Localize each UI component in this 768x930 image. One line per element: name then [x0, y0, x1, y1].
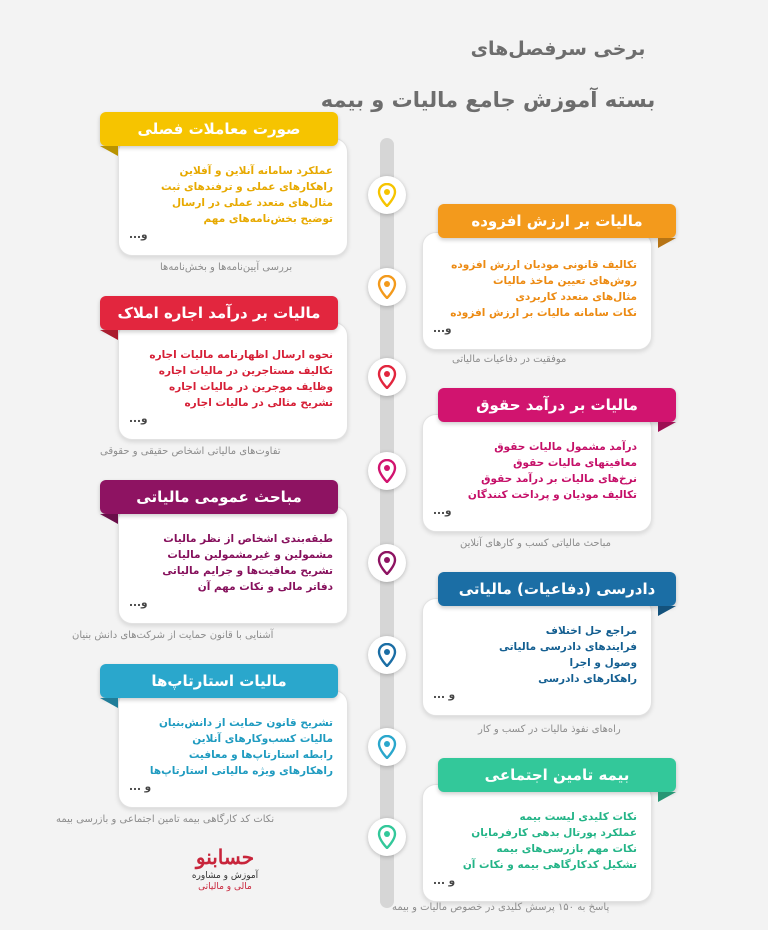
banner-fold	[658, 606, 676, 616]
banner-fold	[100, 146, 118, 156]
section-card	[118, 506, 348, 624]
section-item: روش‌های تعیین ماخذ مالیات	[492, 275, 637, 287]
section-title: مالیات استارتاپ‌ها	[100, 664, 338, 698]
section-item: تکالیف قانونی مودیان ارزش افزوده	[451, 259, 637, 271]
brand-tagline-1: آموزش و مشاوره	[191, 871, 259, 881]
section-note: نکات کد کارگاهی بیمه تامین اجتماعی و بازرسی بیمه	[56, 814, 275, 825]
section-more: و...	[129, 229, 148, 241]
section-item: تکالیف مودیان و پرداخت کنندگان	[467, 489, 637, 501]
section-item: راهکارهای دادرسی	[538, 673, 637, 685]
section-more: و...	[129, 597, 148, 609]
section-card	[422, 414, 652, 532]
section-item: وصول و اجرا	[569, 657, 637, 669]
timeline-pin-icon	[368, 176, 406, 214]
timeline-pin-icon	[368, 544, 406, 582]
section-title: صورت معاملات فصلی	[100, 112, 338, 146]
section-note: راه‌های نفوذ مالیات در کسب و کار	[478, 724, 621, 735]
section-note: آشنایی با قانون حمایت از شرکت‌های دانش بنیان	[72, 630, 274, 641]
brand-name: حسابنو	[195, 845, 255, 869]
section-items	[433, 439, 637, 503]
banner-fold	[658, 422, 676, 432]
section-item: نکات مهم بازرسی‌های بیمه	[496, 843, 637, 855]
section-more: و...	[433, 323, 452, 335]
timeline-pin-icon	[368, 452, 406, 490]
section-title: مالیات بر ارزش افزوده	[438, 204, 676, 238]
section-item: تشریح مثالی در مالیات اجاره	[184, 397, 333, 409]
section-item: مثال‌های متعدد عملی در ارسال	[171, 197, 333, 209]
section-item: نحوه ارسال اظهارنامه مالیات اجاره	[149, 349, 333, 361]
header-line-2: بسته آموزش جامع مالیات و بیمه	[320, 88, 656, 112]
section-note: تفاوت‌های مالیاتی اشخاص حقیقی و حقوقی	[100, 446, 281, 457]
section-more: و ...	[433, 689, 456, 701]
section-more: و ...	[433, 875, 456, 887]
section-title: بیمه تامین اجتماعی	[438, 758, 676, 792]
section-card	[118, 690, 348, 808]
section-item: تشکیل کدکارگاهی بیمه و نکات آن	[462, 859, 637, 871]
section-item: وظایف موجرین در مالیات اجاره	[169, 381, 333, 393]
section-title: دادرسی (دفاعیات) مالیاتی	[438, 572, 676, 606]
section-items	[433, 809, 637, 873]
section-item: توضیح بخش‌نامه‌های مهم	[203, 213, 333, 225]
section-more: و ...	[129, 781, 152, 793]
section-note: مباحث مالیاتی کسب و کارهای آنلاین	[460, 538, 611, 549]
section-item: عملکرد پورتال بدهی کارفرمایان	[471, 827, 637, 839]
section-item: درآمد مشمول مالیات حقوق	[494, 441, 637, 453]
section-items	[129, 531, 333, 595]
timeline-pin-icon	[368, 636, 406, 674]
section-more: و...	[433, 505, 452, 517]
section-item: تشریح معافیت‌ها و جرایم مالیاتی	[162, 565, 333, 577]
header-line-1: برخی سرفصل‌های	[470, 38, 646, 60]
section-items	[433, 257, 637, 321]
brand-tagline-2: مالی و مالیاتی	[198, 882, 252, 892]
section-title: مباحث عمومی مالیاتی	[100, 480, 338, 514]
section-note: بررسی آیین‌نامه‌ها و بخش‌نامه‌ها	[160, 262, 293, 273]
timeline-pin-icon	[368, 268, 406, 306]
banner-fold	[100, 514, 118, 524]
timeline-pin-icon	[368, 358, 406, 396]
timeline-pin-icon	[368, 728, 406, 766]
section-item: تکالیف مستاجرین در مالیات اجاره	[158, 365, 333, 377]
banner-fold	[100, 698, 118, 708]
section-item: مالیات کسب‌وکارهای آنلاین	[192, 733, 333, 745]
section-card	[118, 322, 348, 440]
section-item: تشریح قانون حمایت از دانش‌بنیان	[158, 717, 333, 729]
section-items	[129, 347, 333, 411]
section-card	[422, 784, 652, 902]
section-item: نرخ‌های مالیات بر درآمد حقوق	[481, 473, 637, 485]
section-card	[422, 232, 652, 350]
section-items	[433, 623, 637, 687]
section-item: راهکارهای عملی و ترفندهای ثبت	[160, 181, 333, 193]
section-title: مالیات بر درآمد حقوق	[438, 388, 676, 422]
section-card	[118, 138, 348, 256]
banner-fold	[658, 238, 676, 248]
brand-logo	[180, 845, 270, 892]
section-items	[129, 715, 333, 779]
section-item: راهکارهای ویژه مالیاتی استارتاپ‌ها	[149, 765, 333, 777]
section-card	[422, 598, 652, 716]
section-item: نکات کلیدی لیست بیمه	[519, 811, 637, 823]
banner-fold	[100, 330, 118, 340]
timeline-pin-icon	[368, 818, 406, 856]
section-item: عملکرد سامانه آنلاین و آفلاین	[179, 165, 333, 177]
section-item: مراجع حل اختلاف	[545, 625, 637, 637]
section-item: طبقه‌بندی اشخاص از نظر مالیات	[163, 533, 333, 545]
section-item: دفاتر مالی و نکات مهم آن	[197, 581, 333, 593]
section-item: مثال‌های متعدد کاربردی	[515, 291, 637, 303]
section-item: رابطه استارتاپ‌ها و معافیت	[188, 749, 333, 761]
section-more: و...	[129, 413, 148, 425]
section-items	[129, 163, 333, 227]
timeline-bar	[380, 138, 394, 908]
section-note: موفقیت در دفاعیات مالیاتی	[452, 354, 567, 365]
banner-fold	[658, 792, 676, 802]
section-note: پاسخ به ۱۵۰ پرسش کلیدی در خصوص مالیات و بیمه	[392, 902, 610, 913]
section-item: مشمولین و غیرمشمولین مالیات	[167, 549, 333, 561]
section-title: مالیات بر درآمد اجاره املاک	[100, 296, 338, 330]
section-item: فرایندهای دادرسی مالیاتی	[498, 641, 637, 653]
section-item: نکات سامانه مالیات بر ارزش افزوده	[450, 307, 637, 319]
section-item: معافیتهای مالیات حقوق	[513, 457, 637, 469]
